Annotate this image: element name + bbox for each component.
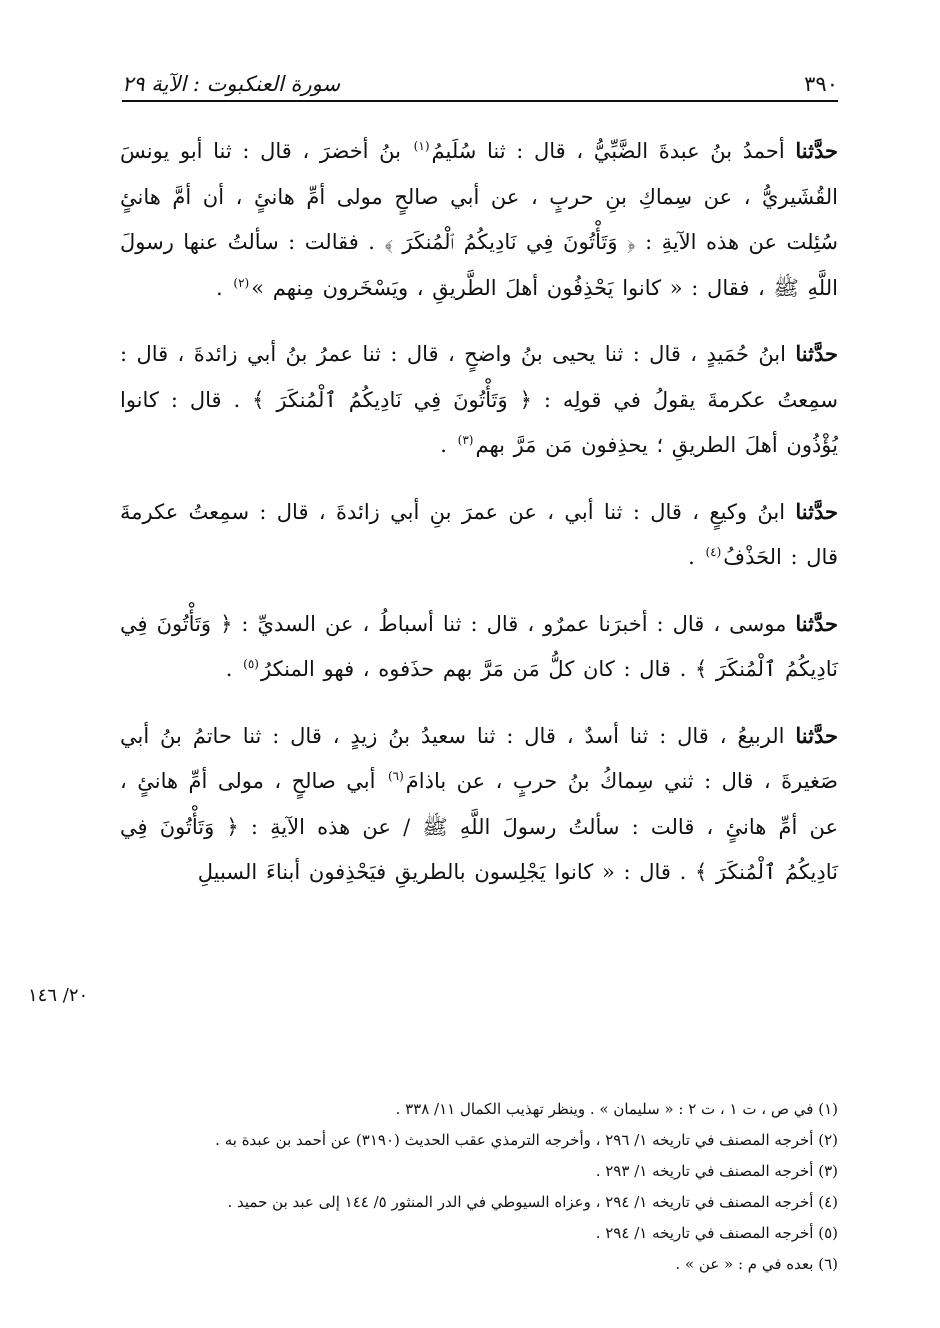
paragraph-text: أبي صالحٍ ، مولى أمِّ هانئٍ ، عن أمِّ هانئٍ ، قالت : سألتُ رسولَ اللَّهِ ﷺ / عن هذه الآيةِ : ﴿ وَتَأْتُونَ فِي نَادِيكُمُ ٱلْمُنكَرَ ﴾ . قال : « كانوا يَجْلِسون بالطريقِ فيَحْذِفون أبناءَ السبيلِ — [120, 769, 838, 884]
paragraph-text: موسى ، قال : أخبرَنا عمرٌو ، قال : ثنا أسباطُ ، عن السديِّ : ﴿ وَتَأْتُونَ فِي نَادِيكُمُ ٱلْمُنكَرَ ﴾ . قال : كان كلُّ مَن مَرَّ بهم حذَفوه ، فهو المنكرُ — [120, 611, 838, 681]
footnote-marker[interactable]: (١) — [413, 139, 430, 153]
footnote: (١) في ص ، ت ١ ، ت ٢ : « سليمان » . وينظر تهذيب الكمال ١١/ ٣٣٨ . — [395, 1100, 838, 1118]
isnad-lead: حدَّثنا — [795, 341, 838, 366]
footnote: (٦) بعده في م : « عن » . — [675, 1255, 838, 1273]
page-number: ٣٩٠ — [804, 72, 838, 96]
paragraph-text: ابنُ وكيعٍ ، قال : ثنا أبي ، عن عمرَ بنِ أبي زائدةَ ، قال : سمِعتُ عكرمةَ قال : الحَذْفُ — [120, 499, 838, 569]
paragraph-text: . — [216, 275, 232, 300]
isnad-lead: حدَّثنا — [795, 138, 838, 163]
hadith-paragraph — [120, 331, 838, 469]
footnote-marker[interactable]: (٢) — [233, 275, 250, 290]
footnote: (٢) أخرجه المصنف في تاريخه ١/ ٢٩٦ ، وأخرجه الترمذي عقب الحديث (٣١٩٠) عن أحمد بن عبدة به . — [215, 1131, 838, 1149]
hadith-paragraph — [120, 128, 838, 311]
hadith-paragraph — [120, 601, 838, 693]
footnote-marker[interactable]: (٣) — [457, 433, 474, 447]
paragraph-text: الربيعُ ، قال : ثنا أسدٌ ، قال : ثنا سعيدُ بنُ زيدٍ ، قال : ثنا حاتمُ بنُ أبي صَغيرةَ ، قال : ثني سِماكُ بنُ حربٍ ، عن باذامَ — [120, 723, 838, 793]
footnote: (٣) أخرجه المصنف في تاريخه ١/ ٢٩٣ . — [595, 1162, 838, 1180]
header-divider — [122, 100, 838, 102]
paragraph-text: أحمدُ بنُ عبدةَ الضَّبِّيُّ ، قال : ثنا سُلَيمُ — [431, 139, 785, 163]
paragraph-text: ابنُ حُمَيدٍ ، قال : ثنا يحيى بنُ واضحٍ ، قال : ثنا عمرُ بنُ أبي زائدةَ ، قال : سمِعتُ عكرمةَ يقولُ في قولِه : ﴿ وَتَأْتُونَ فِي نَادِيكُمُ ٱلْمُنكَرَ ﴾ . قال : كانوا يُؤْذُون أهلَ الطريقِ ؛ يحذِفون مَن مَرَّ بهم — [120, 342, 838, 457]
paragraph-text: . — [225, 657, 242, 681]
paragraph-text: بنُ أخضرَ ، قال : ثنا أبو يونسَ القُشَيريُّ ، عن سِماكِ بنِ حربٍ ، عن أبي صالحٍ مولى أمِّ هانئٍ ، أن أمَّ هانئٍ سُئِلت عن هذه الآيةِ : ﴿ وَتَأْتُونَ فِي نَادِيكُمُ ٱلْمُنكَرَ ﴾ . فقالت : سألتُ عنها رسولَ اللَّهِ ﷺ ، فقال : « كانوا يَحْذِفُون أهلَ الطَّريقِ ، ويَسْخَرون مِنهم » — [120, 139, 838, 300]
footnote-marker[interactable]: (٦) — [387, 769, 404, 783]
hadith-paragraph — [120, 713, 838, 896]
margin-reference: ٢٠/ ١٤٦ — [28, 985, 89, 1006]
footnote-marker[interactable]: (٥) — [243, 657, 259, 671]
running-title: سورة العنكبوت : الآية ٢٩ — [122, 72, 341, 96]
footnote-marker[interactable]: (٤) — [705, 545, 722, 559]
paragraph-text: . — [440, 433, 456, 457]
isnad-lead: حدَّثنا — [795, 610, 838, 636]
isnad-lead: حدَّثنا — [795, 498, 838, 524]
paragraph-text: . — [688, 545, 704, 569]
footnotes-section — [120, 1094, 838, 1280]
footnote: (٤) أخرجه المصنف في تاريخه ١/ ٢٩٤ ، وعزاه السيوطي في الدر المنثور ٥/ ١٤٤ إلى عبد بن حميد . — [227, 1193, 838, 1211]
hadith-paragraph — [120, 489, 838, 581]
isnad-lead: حدَّثنا — [795, 722, 838, 748]
footnote: (٥) أخرجه المصنف في تاريخه ١/ ٢٩٤ . — [595, 1224, 838, 1242]
main-text — [120, 128, 838, 916]
running-header — [122, 52, 838, 96]
